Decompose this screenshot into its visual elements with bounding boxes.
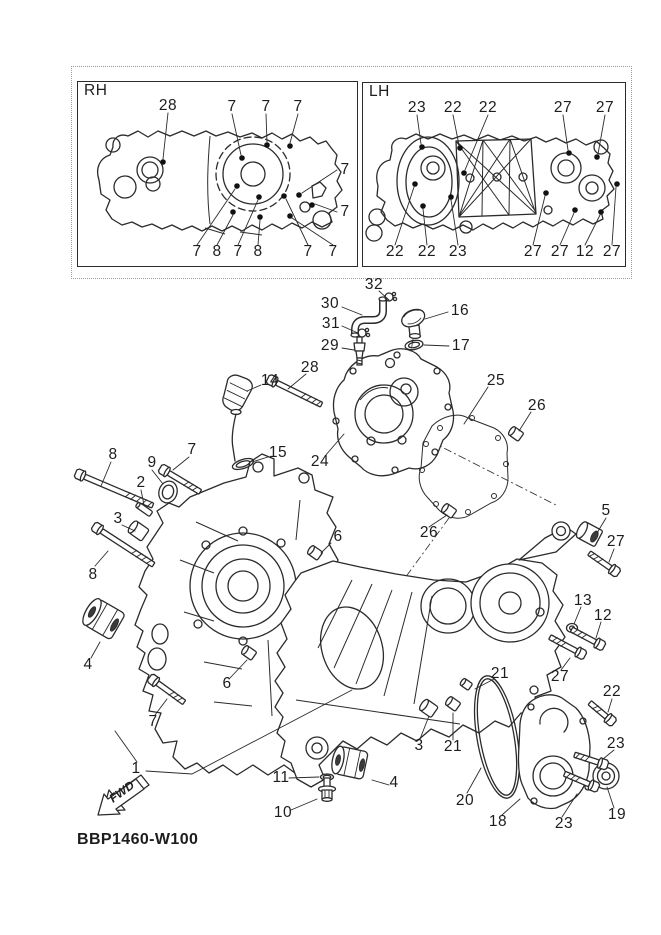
callout-31: 31: [321, 315, 341, 332]
callout-22: 22: [385, 243, 405, 260]
callout-7: 7: [261, 98, 271, 115]
main-exploded-view: [74, 291, 622, 817]
callout-8: 8: [88, 566, 98, 583]
part-clamp-31: [358, 328, 370, 337]
rh-inset-drawing: [98, 113, 342, 245]
part-crankcase-cover: [333, 349, 454, 476]
callout-7: 7: [340, 203, 350, 220]
lh-inset-drawing: [366, 115, 620, 245]
callout-3: 3: [414, 737, 424, 754]
callout-18: 18: [488, 813, 508, 830]
part-dowel-26b: [440, 503, 457, 519]
callout-29: 29: [320, 337, 340, 354]
callout-7: 7: [233, 243, 243, 260]
callout-2: 2: [136, 474, 146, 491]
callout-17: 17: [451, 337, 471, 354]
part-bolt-27a: [586, 549, 622, 578]
callout-30: 30: [320, 295, 340, 312]
callout-24: 24: [310, 453, 330, 470]
callout-15: 15: [268, 444, 288, 461]
callout-22: 22: [478, 99, 498, 116]
callout-8: 8: [212, 243, 222, 260]
part-oil-seal-9: [156, 479, 180, 505]
part-damper-4a: [79, 596, 125, 640]
part-bolt-22: [586, 699, 617, 728]
part-damper-4b: [330, 745, 369, 779]
fwd-arrow: [98, 775, 149, 815]
callout-23: 23: [606, 735, 626, 752]
callout-10: 10: [273, 804, 293, 821]
callout-22: 22: [417, 243, 437, 260]
callout-1: 1: [131, 760, 141, 777]
callout-5: 5: [601, 502, 611, 519]
callout-7: 7: [192, 243, 202, 260]
callout-3: 3: [113, 510, 123, 527]
part-clamp-32: [385, 292, 397, 301]
callout-26: 26: [419, 524, 439, 541]
callout-7: 7: [293, 98, 303, 115]
part-collar-3a: [127, 520, 150, 542]
callout-23: 23: [554, 815, 574, 832]
callout-8: 8: [253, 243, 263, 260]
part-side-cover-18: [518, 695, 591, 809]
callout-7: 7: [187, 441, 197, 458]
callout-11: 11: [272, 769, 290, 786]
callout-4: 4: [83, 656, 93, 673]
callout-16: 16: [450, 302, 470, 319]
callout-6: 6: [222, 675, 232, 692]
part-dipstick: [221, 373, 255, 461]
callout-22: 22: [443, 99, 463, 116]
drawing-code: BBP1460-W100: [77, 831, 199, 848]
callout-23: 23: [407, 99, 427, 116]
callout-7: 7: [303, 243, 313, 260]
callout-21: 21: [490, 665, 510, 682]
callout-12: 12: [575, 243, 595, 260]
callout-27: 27: [553, 99, 573, 116]
inset-rh-title: RH: [84, 82, 108, 99]
callout-22: 22: [602, 683, 622, 700]
callout-32: 32: [364, 276, 384, 293]
callout-14: 14: [260, 372, 280, 389]
callout-27: 27: [550, 668, 570, 685]
callout-27: 27: [523, 243, 543, 260]
callout-9: 9: [147, 454, 157, 471]
callout-23: 23: [448, 243, 468, 260]
part-bushing-5: [574, 520, 603, 547]
callout-27: 27: [606, 533, 626, 550]
callout-8: 8: [108, 446, 118, 463]
callout-20: 20: [455, 792, 475, 809]
callout-4: 4: [389, 774, 399, 791]
fwd-arrow-label: FWD: [106, 778, 137, 806]
callout-19: 19: [607, 806, 627, 823]
callout-7: 7: [340, 161, 350, 178]
callout-27: 27: [550, 243, 570, 260]
callout-12: 12: [593, 607, 613, 624]
callout-28: 28: [300, 359, 320, 376]
callout-7: 7: [227, 98, 237, 115]
rh-bolt-position-dots: [160, 142, 315, 220]
part-bolt-28: [265, 374, 323, 410]
callout-27: 27: [595, 99, 615, 116]
part-oring-17: [404, 339, 423, 351]
part-bolt-8a: [74, 468, 155, 511]
inset-lh-title: LH: [369, 83, 390, 100]
part-cap-16: [399, 306, 427, 338]
callout-21: 21: [443, 738, 463, 755]
callout-7: 7: [148, 713, 158, 730]
callout-6: 6: [333, 528, 343, 545]
rh-leader-lines: [163, 113, 337, 245]
callout-7: 7: [328, 243, 338, 260]
callout-13: 13: [573, 592, 593, 609]
callout-26: 26: [527, 397, 547, 414]
callout-28: 28: [158, 97, 178, 114]
callout-27: 27: [602, 243, 622, 260]
callout-25: 25: [486, 372, 506, 389]
